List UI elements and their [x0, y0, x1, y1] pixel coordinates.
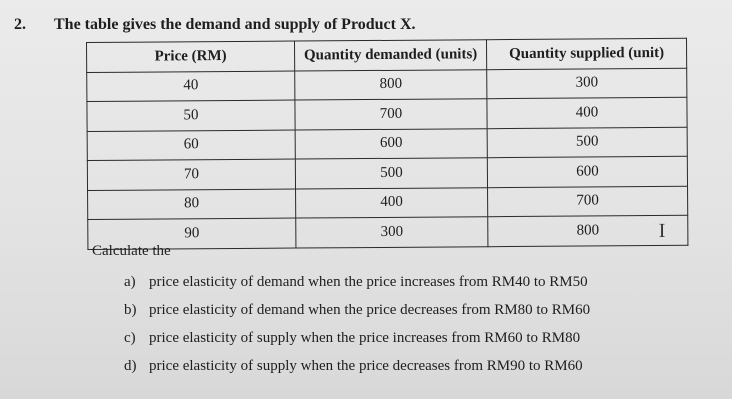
part-label: a) — [124, 274, 136, 290]
header-price: Price (RM) — [87, 41, 295, 72]
demand-cell: 500 — [295, 158, 487, 189]
list-item — [124, 302, 590, 330]
table-row — [87, 68, 687, 102]
demand-supply-table-container — [86, 38, 688, 250]
price-cell: 60 — [87, 130, 295, 161]
price-cell: 70 — [87, 159, 295, 190]
header-quantity-supplied: Quantity supplied (unit) — [486, 38, 686, 69]
part-text: price elasticity of demand when the price decreases from RM80 to RM60 — [149, 302, 591, 318]
price-cell: 90 — [88, 218, 296, 249]
list-item — [124, 274, 590, 302]
list-item — [124, 330, 590, 358]
supply-cell: 500 — [487, 127, 687, 158]
price-cell: 50 — [87, 100, 295, 131]
header-quantity-demanded: Quantity demanded (units) — [294, 40, 486, 71]
demand-cell: 400 — [296, 187, 488, 218]
part-text: price elasticity of supply when the price decreases from RM90 to RM60 — [149, 358, 583, 374]
demand-cell: 800 — [295, 69, 487, 100]
supply-cell: 400 — [487, 97, 687, 128]
supply-cell: 300 — [487, 68, 687, 99]
table-row — [88, 186, 688, 220]
table-row — [88, 215, 688, 249]
supply-cell-last — [488, 215, 688, 246]
table-row — [87, 156, 687, 190]
question-number: 2. — [14, 16, 26, 33]
demand-supply-table — [86, 38, 688, 250]
text-cursor-icon: I — [658, 219, 666, 243]
list-item — [124, 358, 590, 386]
instruction-text: Calculate the — [92, 243, 171, 259]
part-label: b) — [124, 302, 137, 318]
supply-cell: 600 — [487, 156, 687, 187]
price-cell: 40 — [87, 71, 295, 102]
supply-cell-value: 800 — [576, 222, 600, 239]
price-cell: 80 — [88, 189, 296, 220]
question-title: The table gives the demand and supply of Product X. — [54, 16, 416, 33]
supply-cell: 700 — [488, 186, 688, 217]
part-label: c) — [124, 330, 136, 346]
part-text: price elasticity of supply when the price increases from RM60 to RM80 — [149, 330, 581, 346]
table-header-row — [87, 38, 687, 72]
part-label: d) — [124, 358, 137, 374]
demand-cell: 600 — [295, 128, 487, 159]
table-row — [87, 127, 687, 161]
demand-cell: 700 — [295, 99, 487, 130]
question-parts-list — [124, 274, 590, 386]
part-text: price elasticity of demand when the price increases from RM40 to RM50 — [149, 274, 588, 290]
table-row — [87, 97, 687, 131]
demand-cell: 300 — [296, 217, 488, 248]
